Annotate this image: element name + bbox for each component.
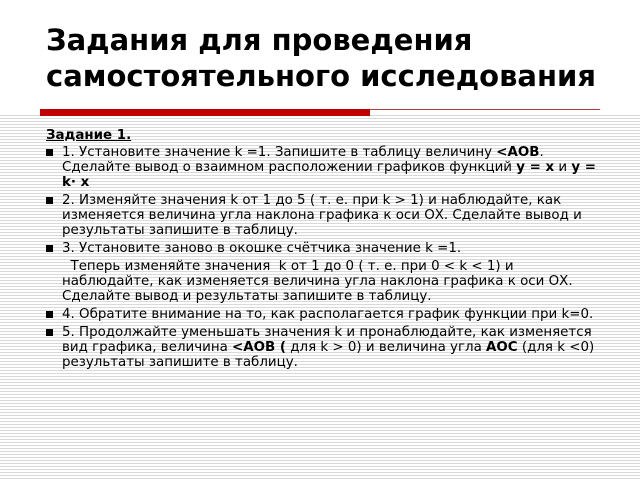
list-item-2 [46, 193, 596, 238]
list-item-4 [46, 307, 596, 322]
item-4-end: . [588, 307, 594, 322]
bullet-icon [46, 149, 53, 156]
item-5-text-a: 5. Продолжайте уменьшать значения k и пронаблюдайте, как изменяется вид графика, величина [62, 325, 592, 355]
bullet-icon [46, 311, 53, 318]
slide-title: Задания для проведения самостоятельного исследования [46, 23, 596, 93]
bullet-icon [46, 329, 53, 336]
title-underline-thin [370, 109, 600, 110]
item-5-angle-aoc: AOC [486, 340, 518, 355]
list-item-1 [46, 145, 596, 190]
item-5-text-c: (для k <0) результаты запишите в таблицу. [62, 340, 595, 370]
list-item-3 [46, 241, 596, 256]
item-3-continuation: Теперь изменяйте значения k от 1 до 0 ( т. е. при 0 < k < 1) и наблюдайте, как изменяется величина угла наклона графика к оси ОХ. Сделайте вывод и результаты запишите в таблицу. [62, 259, 582, 304]
item-1-text-b: . Сделайте вывод о взаимном расположении графиков функций [62, 145, 544, 175]
item-4-k: k=0 [561, 307, 589, 322]
item-5-text-b: для k > 0) и величина угла [286, 340, 487, 355]
slide-content [46, 128, 596, 373]
task-heading: Задание 1. [46, 128, 132, 143]
item-4-text-a: 4. Обратите внимание на то, как располагается график функции при [62, 307, 562, 322]
item-2-text: 2. Изменяйте значения k от 1 до 5 ( т. е. при k > 1) и наблюдайте, как изменяется величина угла наклона графика к оси ОХ. Сделайте вывод и результаты запишите в таблицу. [62, 193, 582, 238]
bullet-icon [46, 245, 53, 252]
item-1-func-2: y = k· x [62, 160, 597, 190]
list-item-5 [46, 325, 596, 370]
item-5-angle-aob: <AOB ( [232, 340, 286, 355]
title-underline-bar [40, 109, 370, 116]
bullet-icon [46, 197, 53, 204]
item-1-angle: <AOB [496, 145, 540, 160]
item-1-func-1: y = x [516, 160, 555, 175]
item-3-text: 3. Установите заново в окошке счётчика значение k =1. [62, 241, 462, 256]
item-1-and: и [554, 160, 572, 175]
item-1-text-a: 1. Установите значение k =1. Запишите в таблицу величину [62, 145, 497, 160]
